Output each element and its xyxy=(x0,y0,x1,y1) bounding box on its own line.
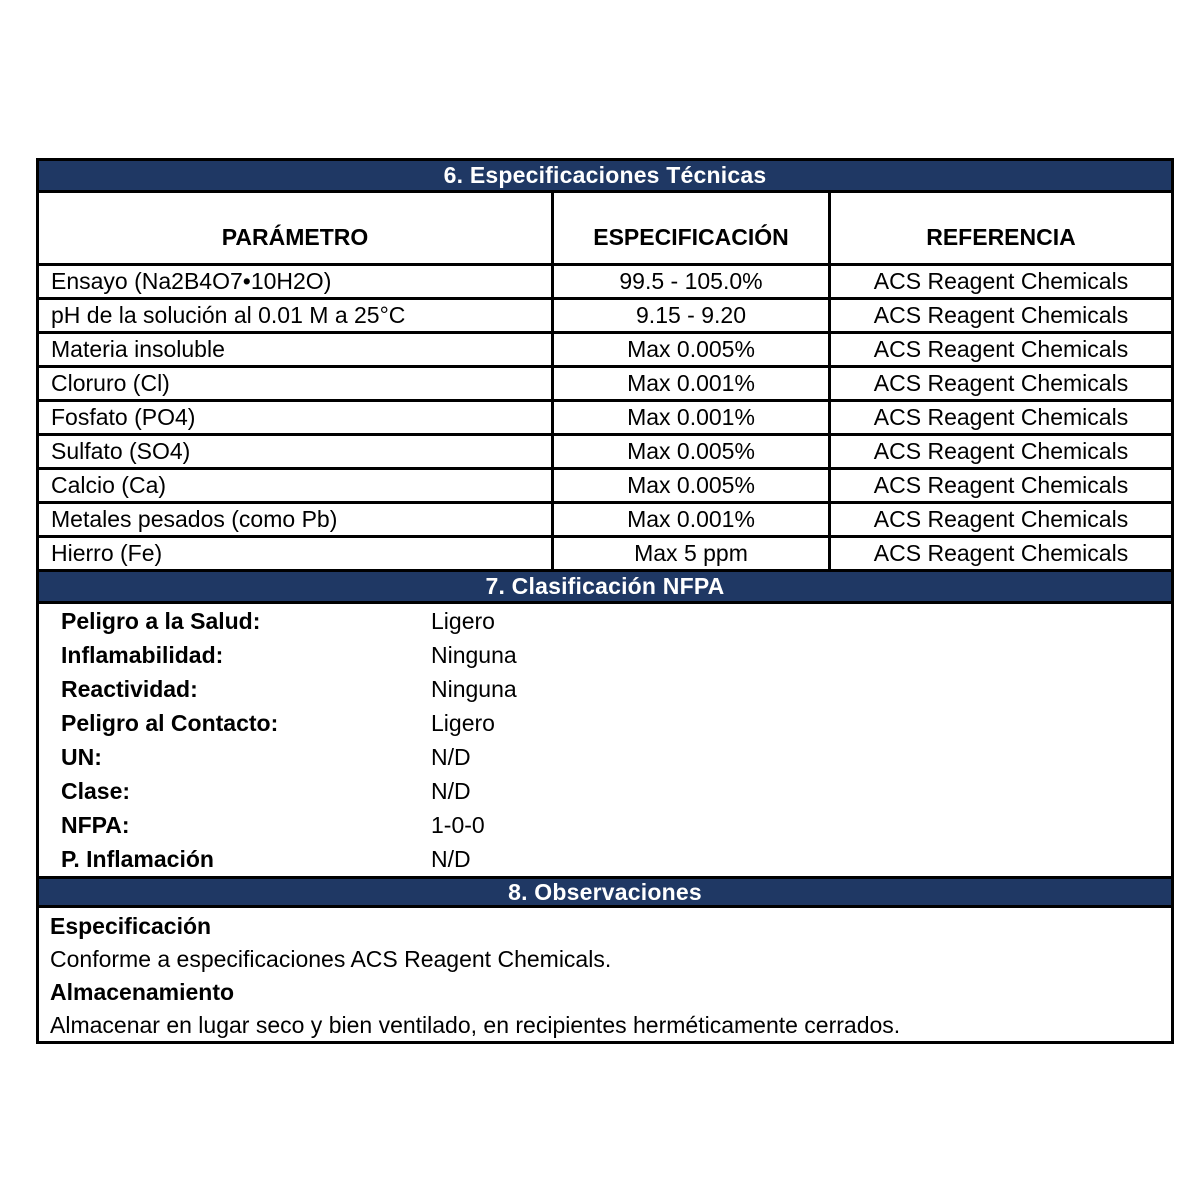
ref-cell: ACS Reagent Chemicals xyxy=(873,404,1129,430)
nfpa-label: NFPA: xyxy=(61,811,130,838)
observation-text: Almacenar en lugar seco y bien ventilado, en recipientes herméticamente cerrados. xyxy=(50,1012,901,1038)
table-row xyxy=(39,436,1171,470)
param-cell: Hierro (Fe) xyxy=(39,538,554,569)
list-item xyxy=(39,672,1171,706)
column-header-referencia: REFERENCIA xyxy=(926,224,1076,250)
observation-heading: Especificación xyxy=(50,913,212,939)
param-cell: Materia insoluble xyxy=(39,334,554,365)
section-title: 7. Clasificación NFPA xyxy=(485,573,725,599)
nfpa-value: N/D xyxy=(431,845,471,872)
observation-text: Conforme a especificaciones ACS Reagent Chemicals. xyxy=(50,946,612,972)
nfpa-value: 1-0-0 xyxy=(431,811,485,838)
spec-cell: Max 0.005% xyxy=(554,334,831,365)
spec-table-header-row xyxy=(39,193,1171,266)
ref-cell: ACS Reagent Chemicals xyxy=(873,302,1129,328)
nfpa-label: UN: xyxy=(61,743,102,770)
ref-cell: ACS Reagent Chemicals xyxy=(873,540,1129,566)
nfpa-label: Peligro a la Salud: xyxy=(61,607,261,634)
param-cell: Cloruro (Cl) xyxy=(39,368,554,399)
nfpa-classification-list xyxy=(39,604,1171,876)
section-title: 6. Especificaciones Técnicas xyxy=(443,162,767,188)
column-header-parametro: PARÁMETRO xyxy=(39,193,554,263)
nfpa-label: Reactividad: xyxy=(61,675,198,702)
column-header-especificacion: ESPECIFICACIÓN xyxy=(554,193,831,263)
param-cell: Calcio (Ca) xyxy=(39,470,554,501)
nfpa-label: Clase: xyxy=(61,777,131,804)
list-item xyxy=(39,774,1171,808)
nfpa-value: Ninguna xyxy=(431,675,517,702)
spec-table-body xyxy=(39,266,1171,572)
section-header-observaciones xyxy=(39,876,1171,908)
table-row xyxy=(39,402,1171,436)
table-row xyxy=(39,368,1171,402)
observation-heading: Almacenamiento xyxy=(50,979,235,1005)
spec-cell: Max 0.001% xyxy=(554,402,831,433)
param-cell: Ensayo (Na2B4O7•10H2O) xyxy=(39,266,554,297)
param-cell: Sulfato (SO4) xyxy=(39,436,554,467)
list-item xyxy=(39,604,1171,638)
section-header-clasificacion-nfpa xyxy=(39,572,1171,604)
nfpa-value: N/D xyxy=(431,777,471,804)
list-item xyxy=(39,808,1171,842)
list-item xyxy=(39,740,1171,774)
spec-cell: Max 0.001% xyxy=(554,368,831,399)
nfpa-label: Peligro al Contacto: xyxy=(61,709,279,736)
spec-cell: Max 0.005% xyxy=(554,470,831,501)
spec-cell: Max 0.001% xyxy=(554,504,831,535)
nfpa-value: Ninguna xyxy=(431,641,517,668)
nfpa-label: Inflamabilidad: xyxy=(61,641,224,668)
ref-cell: ACS Reagent Chemicals xyxy=(873,370,1129,396)
nfpa-value: Ligero xyxy=(431,709,495,736)
spec-cell: 99.5 - 105.0% xyxy=(554,266,831,297)
list-item xyxy=(39,706,1171,740)
section-title: 8. Observaciones xyxy=(508,878,702,905)
param-cell: Fosfato (PO4) xyxy=(39,402,554,433)
table-row xyxy=(39,334,1171,368)
param-cell: Metales pesados (como Pb) xyxy=(39,504,554,535)
observations-block xyxy=(39,908,1171,1042)
spec-sheet-document xyxy=(36,158,1174,1044)
table-row xyxy=(39,470,1171,504)
ref-cell: ACS Reagent Chemicals xyxy=(873,268,1129,294)
ref-cell: ACS Reagent Chemicals xyxy=(873,438,1129,464)
table-row xyxy=(39,538,1171,572)
spec-cell: 9.15 - 9.20 xyxy=(554,300,831,331)
list-item xyxy=(39,842,1171,876)
table-row xyxy=(39,266,1171,300)
table-row xyxy=(39,300,1171,334)
nfpa-label: P. Inflamación xyxy=(61,845,214,872)
ref-cell: ACS Reagent Chemicals xyxy=(873,506,1129,532)
table-row xyxy=(39,504,1171,538)
spec-cell: Max 0.005% xyxy=(554,436,831,467)
ref-cell: ACS Reagent Chemicals xyxy=(873,336,1129,362)
section-header-especificaciones-tecnicas xyxy=(39,161,1171,193)
nfpa-value: N/D xyxy=(431,743,471,770)
spec-cell: Max 5 ppm xyxy=(554,538,831,569)
nfpa-value: Ligero xyxy=(431,607,495,634)
ref-cell: ACS Reagent Chemicals xyxy=(873,472,1129,498)
list-item xyxy=(39,638,1171,672)
param-cell: pH de la solución al 0.01 M a 25°C xyxy=(39,300,554,331)
